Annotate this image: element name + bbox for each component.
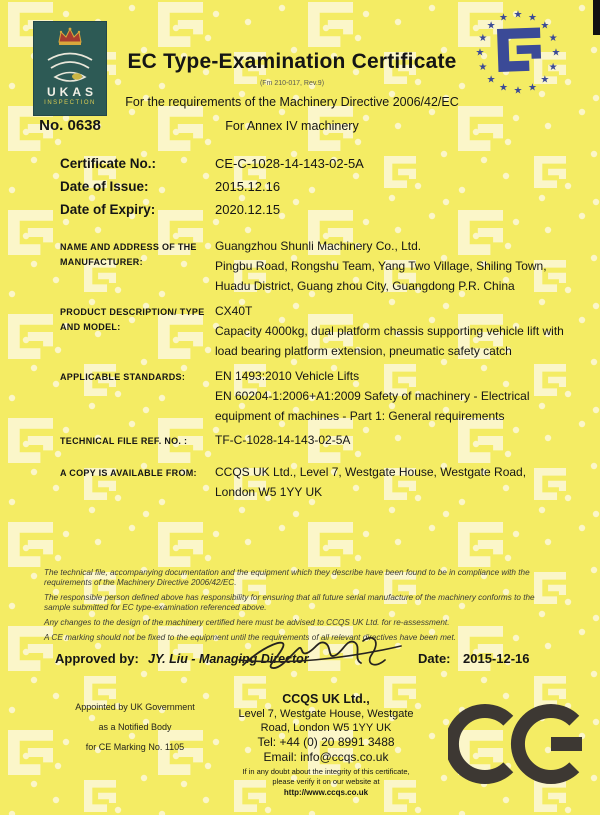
ce-mark-icon: [448, 696, 588, 791]
verify-note: [228, 767, 424, 787]
technical-file-value: [215, 430, 565, 450]
certificate-number-label: Certificate No.:: [60, 156, 157, 171]
approved-by-label: Approved by:: [55, 651, 139, 666]
manufacturer-value: [215, 236, 565, 296]
section-standards: [60, 366, 565, 426]
legal-paragraph: [44, 618, 564, 628]
star-icon: ★: [499, 12, 508, 24]
date-of-issue-label: Date of Issue:: [60, 179, 149, 194]
star-icon: ★: [548, 33, 558, 44]
notified-body-line: for CE Marking No. 1105: [85, 742, 185, 752]
section-copy-available: [60, 462, 565, 502]
approver-name: JY. Liu - Managing Director: [148, 652, 309, 666]
product-value: [215, 301, 565, 361]
issuer-address: [228, 707, 424, 735]
approval-row: [55, 651, 575, 681]
legal-line: sample submitted for EC type-examination referenced above.: [44, 603, 267, 612]
issuer-phone: Tel: +44 (0) 20 8991 3488: [257, 735, 395, 749]
date-value: 2015-12-16: [463, 651, 530, 666]
legal-paragraph: [44, 593, 564, 613]
date-of-issue-row: [60, 178, 364, 201]
manufacturer-label: NAME AND ADDRESS OF THE MANUFACTURER:: [60, 242, 197, 267]
issuer-address-line: Road, London W5 1YY UK: [260, 722, 392, 734]
star-icon: ★: [513, 85, 523, 97]
standards-value: [215, 366, 565, 426]
star-icon: ★: [478, 62, 488, 73]
issuer-contact-column: [228, 692, 424, 798]
verify-note-line: If in any doubt about the integrity of this certificate,: [242, 767, 410, 776]
signature: [235, 629, 405, 677]
ukas-logo-text: UKAS: [46, 85, 97, 99]
star-icon: ★: [499, 82, 508, 94]
section-product: [60, 301, 565, 361]
standards-line: EN 1493:2010 Vehicle Lifts: [215, 369, 360, 383]
standards-label: APPLICABLE STANDARDS:: [60, 372, 186, 382]
product-line: Capacity 4000kg, dual platform chassis supporting vehicle lift with: [215, 324, 564, 338]
header-title-block: [118, 50, 466, 133]
date-of-expiry-value: 2020.12.15: [215, 202, 281, 217]
manufacturer-line: Guangzhou Shunli Machinery Co., Ltd.: [215, 239, 422, 253]
certificate-summary: [60, 155, 364, 224]
manufacturer-line: Pingbu Road, Rongshu Team, Yang Two Village, Shiling Town,: [215, 259, 547, 273]
date-of-expiry-label: Date of Expiry:: [60, 202, 156, 217]
star-icon: ★: [551, 47, 561, 59]
standards-line: EN 60204-1:2006+A1:2009 Safety of machinery - Electrical: [215, 389, 530, 403]
crown-icon: [55, 27, 85, 47]
date-of-expiry-row: [60, 201, 364, 224]
star-icon: ★: [486, 20, 496, 32]
product-label: PRODUCT DESCRIPTION/ TYPE AND MODEL:: [60, 307, 205, 332]
product-line: load bearing platform extension, pneumatic safety catch: [215, 344, 512, 358]
issuer-address-line: Level 7, Westgate House, Westgate: [238, 708, 414, 720]
issuer-website: http://www.ccqs.co.uk: [283, 788, 369, 797]
section-technical-file: [60, 430, 565, 450]
legal-paragraph: [44, 568, 564, 588]
copy-available-label: A COPY IS AVAILABLE FROM:: [60, 468, 197, 478]
copy-available-line: CCQS UK Ltd., Level 7, Westgate House, Westgate Road,: [215, 465, 527, 479]
copy-available-value: [215, 462, 565, 502]
ccqs-e-logo: [497, 27, 541, 71]
eu-stars-logo: [466, 6, 570, 100]
certificate-number-row: [60, 155, 364, 178]
star-icon: ★: [513, 9, 523, 21]
technical-file-line: TF-C-1028-14-143-02-5A: [215, 433, 351, 447]
scan-artifact: [593, 0, 600, 35]
eye-icon: [42, 48, 98, 84]
legal-line: Any changes to the design of the machinery certified here must be advised to CCQS UK Ltd. for re-assessment.: [44, 618, 450, 627]
legal-line: A CE marking should not be fixed to the equipment until the requirements of all relevant directives have been met.: [44, 633, 457, 642]
annex-line: For Annex IV machinery: [225, 119, 359, 133]
legal-line: requirements of the Machinery Directive 2006/42/EC.: [44, 578, 237, 587]
technical-file-label: TECHNICAL FILE REF. NO. :: [60, 436, 188, 446]
notified-body-line: as a Notified Body: [98, 722, 172, 732]
form-reference: (Fm 210-017, Rev.9): [259, 80, 325, 87]
ukas-inspection-logo: [34, 22, 106, 115]
issuer-email: Email: info@ccqs.co.uk: [263, 750, 389, 764]
section-manufacturer: [60, 236, 565, 296]
star-icon: ★: [475, 47, 485, 59]
issuer-company: CCQS UK Ltd.,: [282, 692, 370, 706]
notified-body-line: Appointed by UK Government: [75, 702, 195, 712]
star-icon: ★: [540, 20, 550, 32]
star-icon: ★: [478, 33, 488, 44]
legal-line: The technical file, accompanying documentation and the equipment which they describe have been found to be in compliance with the: [44, 568, 530, 577]
product-line: CX40T: [215, 304, 253, 318]
star-icon: ★: [528, 82, 537, 94]
standards-line: equipment of machines - Part 1: General requirements: [215, 409, 505, 423]
directive-line: For the requirements of the Machinery Directive 2006/42/EC: [125, 95, 459, 109]
certificate-number-value: CE-C-1028-14-143-02-5A: [215, 156, 364, 171]
notified-body-number: No. 0638: [39, 117, 101, 134]
star-icon: ★: [540, 74, 550, 86]
page-title: EC Type-Examination Certificate: [127, 50, 457, 73]
date-of-issue-value: 2015.12.16: [215, 179, 281, 194]
notified-body-column: [50, 697, 220, 757]
copy-available-line: London W5 1YY UK: [215, 485, 323, 499]
ukas-logo-subtext: INSPECTION: [44, 100, 96, 106]
date-label: Date:: [418, 651, 451, 666]
star-icon: ★: [486, 74, 496, 86]
star-icon: ★: [528, 12, 537, 24]
star-icon: ★: [548, 62, 558, 73]
legal-line: The responsible person defined above has responsibility for ensuring that all future serial manufacture of the machinery conforms to the: [44, 593, 535, 602]
verify-note-line: please verify it on our website at: [272, 777, 380, 786]
manufacturer-line: Huadu District, Guang zhou City, Guangdong P.R. China: [215, 279, 515, 293]
